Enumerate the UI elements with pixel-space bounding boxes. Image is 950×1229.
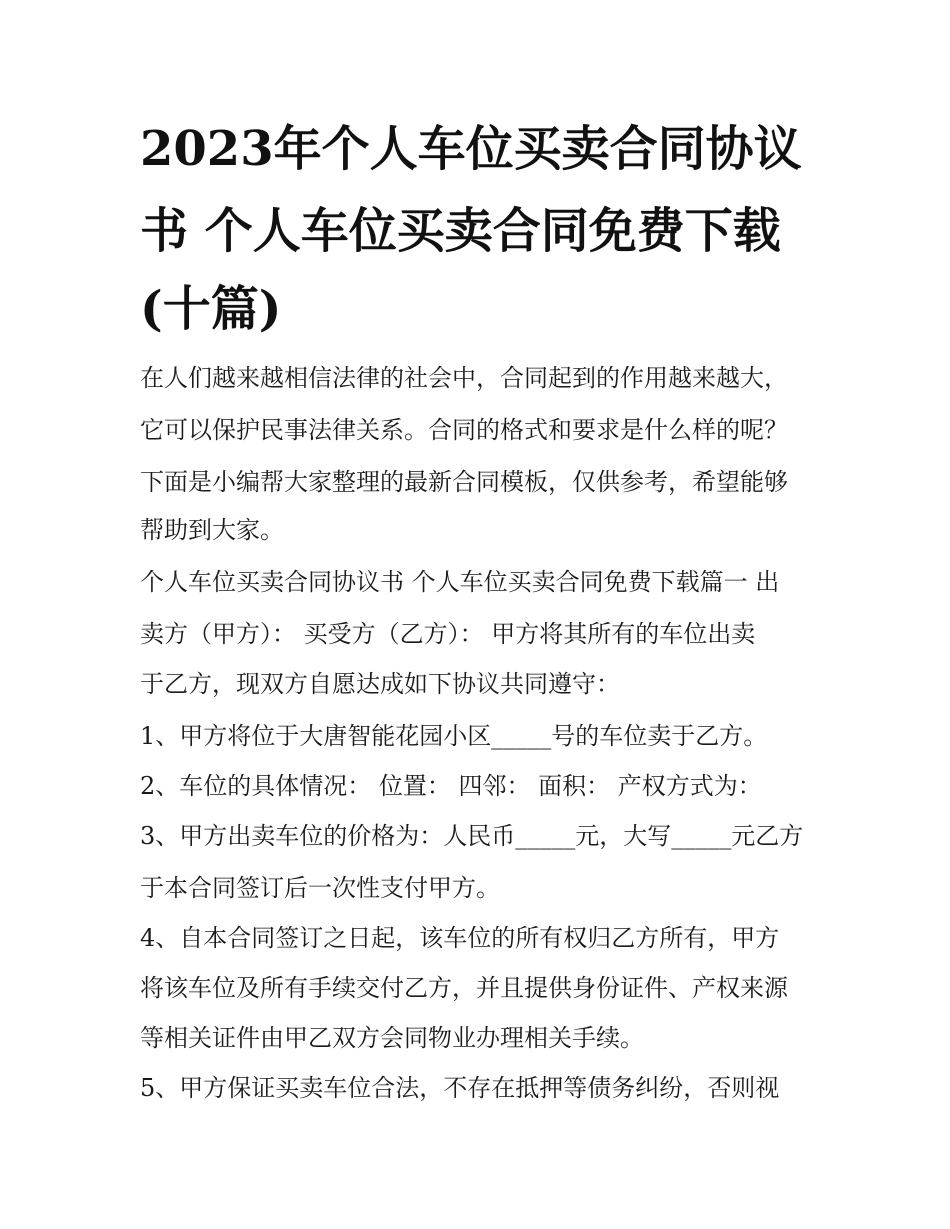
clause-1: 1、甲方将位于大唐智能花园小区_____号的车位卖于乙方。 [140,722,768,750]
section-heading-line-2: 卖方（甲方）： 买受方（乙方）： 甲方将其所有的车位出卖 [140,620,756,648]
clause-4-line-1: 4、自本合同签订之日起，该车位的所有权归乙方所有，甲方 [140,924,780,952]
section-heading-line-1: 个人车位买卖合同协议书 个人车位买卖合同免费下载篇一 出 [140,568,780,596]
clause-3-line-2: 于本合同签订后一次性支付甲方。 [140,874,500,902]
document-title-line-3: (十篇) [140,281,282,337]
intro-line-1: 在人们越来越相信法律的社会中，合同起到的作用越来越大， [140,364,788,392]
document-title-line-1: 2023年个人车位买卖合同协议 [140,121,802,177]
document-title-line-2: 书 个人车位买卖合同免费下载 [140,203,781,259]
intro-line-4: 帮助到大家。 [140,516,284,544]
clause-2: 2、车位的具体情况： 位置： 四邻： 面积： 产权方式为： [140,772,762,800]
clause-4-line-2: 将该车位及所有手续交付乙方，并且提供身份证件、产权来源 [140,974,788,1002]
clause-4-line-3: 等相关证件由甲乙双方会同物业办理相关手续。 [140,1024,644,1052]
section-heading-line-3: 于乙方，现双方自愿达成如下协议共同遵守： [140,670,620,698]
intro-line-3: 下面是小编帮大家整理的最新合同模板，仅供参考，希望能够 [140,468,788,496]
intro-line-2: 它可以保护民事法律关系。合同的格式和要求是什么样的呢？ [140,416,788,444]
clause-3-line-1: 3、甲方出卖车位的价格为：人民币_____元，大写_____元乙方 [140,822,804,850]
clause-5-line-1: 5、甲方保证买卖车位合法，不存在抵押等债务纠纷，否则视 [140,1074,780,1102]
